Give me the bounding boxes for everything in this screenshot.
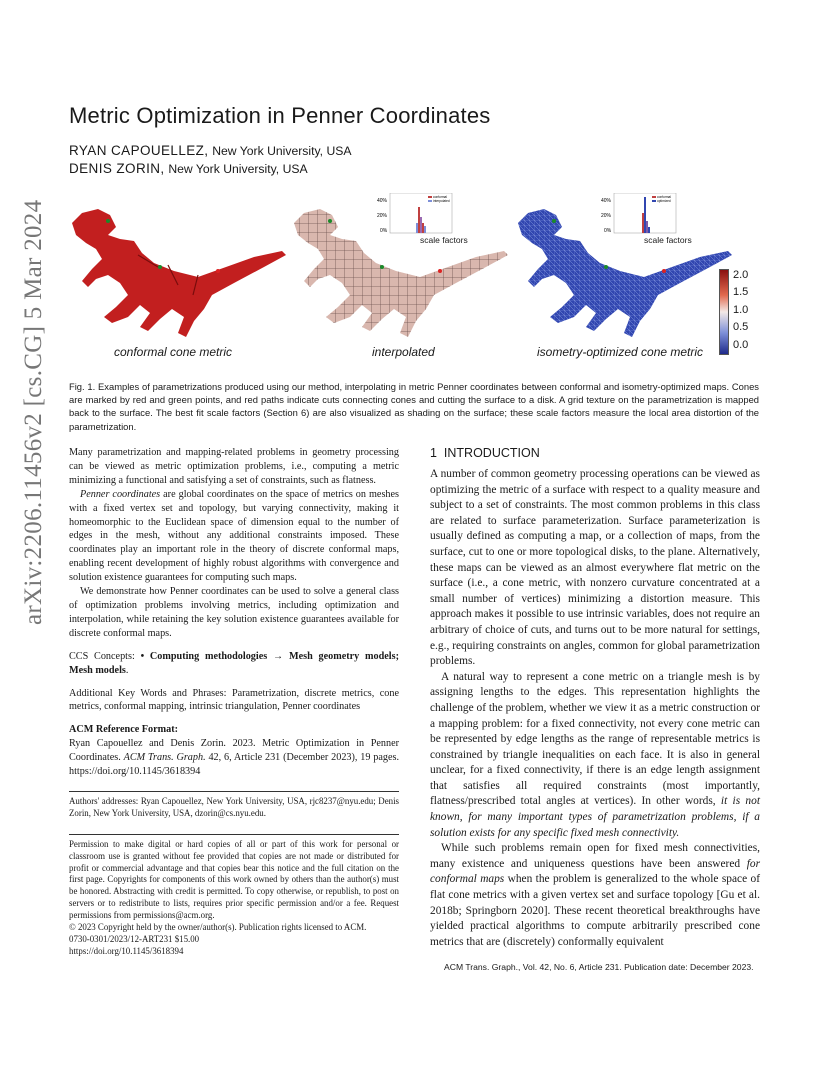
ccs-bold: • Computing methodologies → Mesh geometry models; Mesh models (69, 650, 399, 676)
divider (69, 834, 399, 835)
acm-ref-venue: ACM Trans. Graph. (123, 752, 206, 764)
left-column (69, 446, 399, 958)
emphasis: for conformal maps (430, 857, 760, 886)
legend-entry: conformal (657, 195, 671, 199)
ytick: 0% (604, 228, 612, 234)
emphasis: Penner coordinates (80, 488, 161, 500)
ytick: 20% (601, 213, 612, 219)
ytick: 20% (377, 213, 388, 219)
ytick: 0% (380, 228, 388, 234)
legend-entry: interpolated (433, 199, 450, 203)
inset-xlabel: scale factors (644, 235, 692, 245)
permission-notice: Permission to make digital or hard copies of all or part of this work for personal or classroom use is granted without fee provided that copies are not made or distributed for profit or commercial advantage and that copies bear this notice and the full citation on the first page. Copyrights for components of this work owned by others than the author(s) must be honored. Abstracting with credit is permitted. To copy otherwise, or republish, to post on servers or to redistribute to lists, requires prior specific permission and/or a fee. Request permissions from permissions@acm.org. (69, 838, 399, 921)
legend-entry: conformal (433, 195, 447, 199)
colorbar-tick: 1.0 (733, 304, 749, 316)
abstract-paragraph: Many parametrization and mapping-related problems in geometry processing can be viewed as metric optimization problems, i.e., computing a metric minimizing a functional and satisfying a set of constraints, such as flatness. (69, 447, 399, 486)
intro-paragraph: A number of common geometry processing operations can be viewed as optimizing the metric of a surface with respect to a quality measure and subject to a set of constraints. The most common problems in this class are related to surface parameterization. Surface parameterization is usually defined as computing a map, or a collection of maps, from the surface, cut to one or more topological disks, to the plane. Alternatively, these maps can be viewed as an almost everywhere flat metric on the surface (i.e., a cone metric, with nonzero curvature concentrated at a small number of vertices) minimizing a distortion measure. This approach makes it possible to use intrinsic variables, does not require an arbitrary of choice of cuts, and turns out to be more natural for settings, e.g., requiring constraints on angles, common for global parametrization problems. (430, 468, 760, 668)
emphasis: it is not known, for many important types of parametrization problems, if a solution exists for any specific fixed mesh connectivity. (430, 795, 760, 839)
author-affiliation: New York University, USA (212, 144, 352, 158)
ytick: 40% (601, 198, 612, 204)
right-column (430, 446, 760, 950)
author-name: DENIS ZORIN, (69, 161, 165, 176)
copyright: © 2023 Copyright held by the owner/author(s). Publication rights licensed to ACM. (69, 922, 367, 933)
scale-factor-histogram-2 (600, 193, 678, 235)
author-affiliation: New York University, USA (168, 162, 308, 176)
panel-label-conformal: conformal cone metric (114, 345, 233, 359)
colorbar-tick: 2.0 (733, 269, 749, 281)
text: While such problems remain open for fixed mesh connectivities, many existence and uniqueness questions have been answered (430, 842, 760, 870)
acm-ref-text: Ryan Capouellez and Denis Zorin. 2023. Metric Optimization in Penner Coordinates. (69, 738, 399, 764)
text: A natural way to represent a cone metric on a triangle mesh is by assigning lengths to the edges. This representation highlights the challenge of the problem, whether we view it as a metric construction or a mapping problem: for a fixed connectivity, not every cone metric can be represented by edge lengths as the range of representable metrics is constrained by triangle inequalities on each face. It is also in general unclear, for a fixed connectivity, if there is an edge length assignment that satisfies all required constraints (most importantly, flatness/prescribed total angles at vertices). In other words, (430, 670, 760, 808)
scale-factor-histogram-1 (376, 193, 454, 235)
colorbar-tick: 0.5 (733, 321, 749, 333)
arxiv-stamp: arXiv:2206.11456v2 [cs.CG] 5 Mar 2024 (20, 199, 47, 625)
author-name: RYAN CAPOUELLEZ, (69, 143, 209, 158)
ccs-concepts (69, 650, 399, 678)
doi-link[interactable]: https://doi.org/10.1145/3618394 (69, 945, 184, 956)
authors-addresses: Authors' addresses: Ryan Capouellez, New York University, USA, rjc8237@nyu.edu; Denis Zorin, New York University, USA, dzorin@cs.nyu.edu. (69, 795, 399, 818)
divider (69, 791, 399, 792)
section-title: INTRODUCTION (443, 446, 540, 460)
acm-ref-heading: ACM Reference Format: (69, 724, 178, 736)
ccs-label: CCS Concepts: (69, 650, 141, 662)
section-heading (430, 446, 760, 460)
colorbar-tick: 0.0 (733, 339, 749, 351)
legend-entry: optimized (657, 199, 671, 203)
text: when the problem is generalized to the whole space of flat cone metrics with a given vertex set and surface topology [Gu et al. 2018b; Springborn 2020]. These recent theoretical breakthroughs have yielded practical algorithms to compute arbitrarily prescribed cone metrics that are (discretely) conformally equivalent (430, 873, 760, 948)
section-number: 1 (430, 446, 437, 460)
conformal-raptor-render (68, 205, 290, 340)
author-2 (69, 161, 308, 176)
panel-label-interpolated: interpolated (372, 345, 435, 359)
ytick: 40% (377, 198, 388, 204)
intro-paragraph (430, 670, 760, 842)
panel-label-optimized: isometry-optimized cone metric (537, 345, 704, 359)
acm-reference (69, 723, 399, 779)
abstract-paragraph (69, 488, 399, 585)
author-1 (69, 143, 352, 158)
ccs-end: . (125, 664, 129, 676)
introduction (430, 467, 760, 950)
running-footer: ACM Trans. Graph., Vol. 42, No. 6, Article 231. Publication date: December 2023. (444, 962, 754, 972)
acm-ref-text: 42, 6, Article 231 (December 2023), 19 pages. https://doi.org/10.1145/3618394 (69, 752, 399, 778)
colorbar-tick: 1.5 (733, 286, 749, 298)
paper-title: Metric Optimization in Penner Coordinates (69, 103, 491, 128)
abstract-paragraph: We demonstrate how Penner coordinates can be used to solve a general class of optimization problems involving metrics, including optimization and interpolation, while retaining the key solution existence guarantees available for discrete conformal maps. (69, 586, 399, 639)
issn: 0730-0301/2023/12-ART231 $15.00 (69, 934, 200, 944)
abstract (69, 446, 399, 641)
inset-xlabel: scale factors (420, 235, 468, 245)
text: are global coordinates on the space of metrics on meshes with a fixed vertex set and topology, but varying connectivity, making it homeomorphic to the Euclidean space of dimension equal to the number of edges in the mesh, without any additional constraints imposed. These coordinates play an important role in the theory of discrete conformal maps, enabling recent development of highly robust algorithms with convergence and solution existence guarantees for computing such maps. (69, 488, 399, 584)
raptor-body (72, 209, 286, 337)
colorbar (719, 269, 729, 355)
intro-paragraph (430, 841, 760, 950)
figure-caption: Fig. 1. Examples of parametrizations produced using our method, interpolating in metric Penner coordinates between conformal and isometry-optimized maps. Cones are marked by red and green points, and red paths indicate cuts connecting cones and cutting the surface to a disk. A grid texture on the parametrization is mapped back to the surface. The best fit scale factors (Section 6) are also visualized as shading on the surface; these scale factors measure the local area distortion of the parametrization. (69, 381, 759, 432)
keywords: Additional Key Words and Phrases: Parametrization, discrete metrics, cone metrics, conformal mapping, intrinsic triangulation, Penner coordinates (69, 687, 399, 713)
